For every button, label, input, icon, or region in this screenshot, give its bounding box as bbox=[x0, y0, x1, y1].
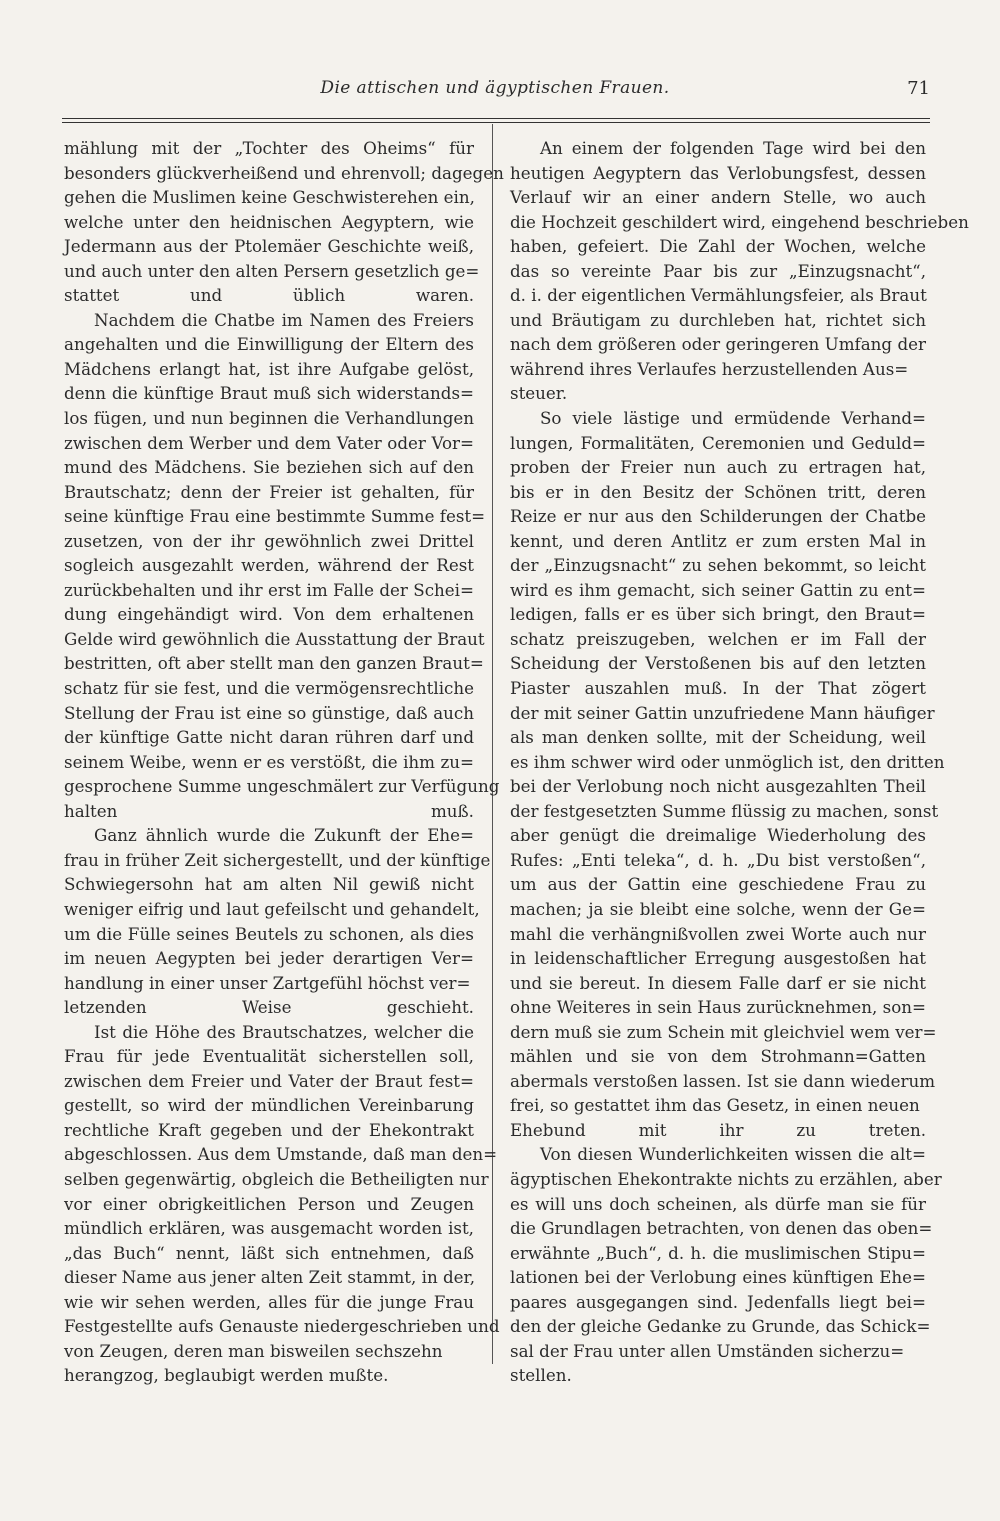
text-line: abgeschlossen. Aus dem Umstande, daß man den= bbox=[64, 1144, 498, 1165]
text-line: dung eingehändigt wird. Von dem erhaltenen bbox=[64, 604, 474, 625]
text-line: Ehebund mit ihr zu treten. bbox=[510, 1119, 926, 1140]
text-line: Nachdem die Chatbe im Namen des Freiers bbox=[94, 309, 474, 330]
text-line: welche unter den heidnischen Aegyptern, wie bbox=[64, 211, 474, 232]
text-line: als man denken sollte, mit der Scheidung, weil bbox=[510, 727, 926, 748]
text-line: An einem der folgenden Tage wird bei den bbox=[540, 138, 926, 158]
text-line: weniger eifrig und laut gefeilscht und gehandelt, bbox=[64, 898, 480, 919]
text-line: ägyptischen Ehekontrakte nichts zu erzählen, aber bbox=[510, 1168, 942, 1189]
right-column bbox=[510, 136, 969, 1388]
text-line: Schwiegersohn hat am alten Nil gewiß nicht bbox=[64, 874, 474, 895]
text-line: zwischen dem Werber und dem Vater oder Vor= bbox=[64, 432, 474, 453]
text-line: in leidenschaftlicher Erregung ausgestoßen hat bbox=[510, 948, 926, 969]
text-line: es will uns doch scheinen, als dürfe man sie für bbox=[510, 1193, 926, 1214]
text-line: dieser Name aus jener alten Zeit stammt, in der, bbox=[64, 1267, 476, 1288]
text-line: der festgesetzten Summe flüssig zu machen, sonst bbox=[510, 800, 939, 821]
text-line: gestellt, so wird der mündlichen Vereinbarung bbox=[64, 1095, 474, 1116]
text-line: im neuen Aegypten bei jeder derartigen Ver= bbox=[64, 948, 474, 969]
text-line: sal der Frau unter allen Umständen sicherzu= bbox=[510, 1340, 905, 1361]
text-line: der „Einzugsnacht“ zu sehen bekommt, so leicht bbox=[510, 555, 926, 576]
text-line: paares ausgegangen sind. Jedenfalls liegt bei= bbox=[510, 1291, 926, 1312]
text-line: Piaster auszahlen muß. In der That zögert bbox=[510, 678, 926, 699]
text-line: mund des Mädchens. Sie beziehen sich auf den bbox=[64, 457, 474, 478]
text-line: der künftige Gatte nicht daran rühren darf und bbox=[64, 727, 474, 748]
running-head-title: Die attischen und ägyptischen Frauen. bbox=[320, 78, 670, 98]
text-line: frau in früher Zeit sichergestellt, und der künftige bbox=[64, 849, 491, 870]
text-line: dern muß sie zum Schein mit gleichviel wem ver= bbox=[510, 1021, 937, 1042]
text-line: ohne Weiteres in sein Haus zurücknehmen, son= bbox=[510, 997, 926, 1018]
text-line: frei, so gestattet ihm das Gesetz, in einen neuen bbox=[510, 1095, 920, 1116]
text-line: lungen, Formalitäten, Ceremonien und Geduld= bbox=[510, 432, 926, 453]
text-line: schatz für sie fest, und die vermögensrechtliche bbox=[64, 678, 474, 699]
text-line: bestritten, oft aber stellt man den ganzen Braut= bbox=[64, 653, 484, 674]
text-line: heutigen Aegyptern das Verlobungsfest, dessen bbox=[510, 162, 926, 183]
text-line: abermals verstoßen lassen. Ist sie dann wiederum bbox=[510, 1070, 936, 1091]
text-line: aber genügt die dreimalige Wiederholung des bbox=[510, 825, 926, 846]
text-line: und Bräutigam zu durchleben hat, richtet sich bbox=[510, 309, 926, 330]
text-line: vor einer obrigkeitlichen Person und Zeugen bbox=[64, 1193, 474, 1214]
text-line: haben, gefeiert. Die Zahl der Wochen, welche bbox=[510, 236, 926, 257]
text-line: handlung in einer unser Zartgefühl höchst ver= bbox=[64, 972, 471, 993]
text-line: schatz preiszugeben, welchen er im Fall der bbox=[510, 628, 926, 649]
text-line: herangzog, beglaubigt werden mußte. bbox=[64, 1365, 389, 1386]
column-divider bbox=[492, 124, 493, 1364]
text-line: mählen und sie von dem Strohmann=Gatten bbox=[510, 1046, 926, 1067]
text-line: und sie bereut. In diesem Falle darf er sie nicht bbox=[510, 972, 926, 993]
text-line: angehalten und die Einwilligung der Eltern des bbox=[64, 334, 474, 355]
header-rule-bottom bbox=[62, 122, 930, 123]
text-line: ledigen, falls er es über sich bringt, den Braut= bbox=[510, 604, 926, 625]
left-column bbox=[64, 136, 504, 1388]
text-line: zurückbehalten und ihr erst im Falle der Schei= bbox=[64, 579, 474, 600]
text-line: und auch unter den alten Persern gesetzlich ge= bbox=[64, 260, 480, 281]
text-line: Jedermann aus der Ptolemäer Geschichte weiß, bbox=[64, 236, 474, 257]
text-line: Mädchens erlangt hat, ist ihre Aufgabe gelöst, bbox=[64, 358, 474, 379]
text-line: Ganz ähnlich wurde die Zukunft der Ehe= bbox=[94, 825, 474, 846]
text-line: Frau für jede Eventualität sicherstellen soll, bbox=[64, 1046, 474, 1067]
text-line: gehen die Muslimen keine Geschwisterehen ein, bbox=[64, 187, 475, 208]
text-line: halten muß. bbox=[64, 800, 474, 821]
text-line: „das Buch“ nennt, läßt sich entnehmen, daß bbox=[64, 1242, 474, 1263]
text-line: seinem Weibe, wenn er es verstößt, die ihm zu= bbox=[64, 751, 474, 772]
text-line: Verlauf wir an einer andern Stelle, wo auch bbox=[510, 187, 926, 208]
text-line: proben der Freier nun auch zu ertragen hat, bbox=[510, 457, 926, 478]
text-line: besonders glückverheißend und ehrenvoll; dagegen bbox=[64, 162, 504, 183]
text-line: zwischen dem Freier und Vater der Braut fest= bbox=[64, 1070, 474, 1091]
text-line: letzenden Weise geschieht. bbox=[64, 997, 474, 1018]
text-line: Scheidung der Verstoßenen bis auf den letzten bbox=[510, 653, 926, 674]
text-line: Stellung der Frau ist eine so günstige, daß auch bbox=[64, 702, 474, 723]
text-line: Festgestellte aufs Genauste niedergeschrieben und bbox=[64, 1316, 500, 1337]
text-line: steuer. bbox=[510, 383, 568, 404]
text-line: So viele lästige und ermüdende Verhand= bbox=[540, 408, 926, 429]
text-line: um aus der Gattin eine geschiedene Frau zu bbox=[510, 874, 926, 895]
text-line: wie wir sehen werden, alles für die junge Frau bbox=[64, 1291, 474, 1312]
running-head bbox=[60, 78, 930, 102]
text-line: Reize er nur aus den Schilderungen der Chatbe bbox=[510, 506, 926, 527]
text-line: bei der Verlobung noch nicht ausgezahlten Theil bbox=[510, 776, 926, 797]
text-line: los fügen, und nun beginnen die Verhandlungen bbox=[64, 408, 474, 429]
text-line: Brautschatz; denn der Freier ist gehalten, für bbox=[64, 481, 474, 502]
text-line: bis er in den Besitz der Schönen tritt, deren bbox=[510, 481, 926, 502]
text-line: von Zeugen, deren man bisweilen sechszehn bbox=[64, 1340, 443, 1361]
text-line: zusetzen, von der ihr gewöhnlich zwei Drittel bbox=[64, 530, 474, 551]
text-line: gesprochene Summe ungeschmälert zur Verfügung bbox=[64, 776, 500, 797]
text-line: das so vereinte Paar bis zur „Einzugsnacht“, bbox=[510, 260, 926, 281]
text-line: kennt, und deren Antlitz er zum ersten Mal in bbox=[510, 530, 926, 551]
text-line: der mit seiner Gattin unzufriedene Mann häufiger bbox=[510, 702, 935, 723]
text-line: seine künftige Frau eine bestimmte Summe fest= bbox=[64, 506, 486, 527]
text-line: mahl die verhängnißvollen zwei Worte auch nur bbox=[510, 923, 926, 944]
text-line: stellen. bbox=[510, 1365, 572, 1386]
page-number: 71 bbox=[907, 78, 930, 99]
text-line: die Hochzeit geschildert wird, eingehend beschrieben bbox=[510, 211, 969, 232]
text-line: rechtliche Kraft gegeben und der Ehekontrakt bbox=[64, 1119, 474, 1140]
text-line: wird es ihm gemacht, sich seiner Gattin zu ent= bbox=[510, 579, 926, 600]
text-line: machen; ja sie bleibt eine solche, wenn der Ge= bbox=[510, 898, 926, 919]
text-line: erwähnte „Buch“, d. h. die muslimischen Stipu= bbox=[510, 1242, 926, 1263]
text-line: lationen bei der Verlobung eines künftigen Ehe= bbox=[510, 1267, 926, 1288]
text-line: Ist die Höhe des Brautschatzes, welcher die bbox=[94, 1021, 474, 1042]
text-line: nach dem größeren oder geringeren Umfang der bbox=[510, 334, 926, 355]
text-line: d. i. der eigentlichen Vermählungsfeier, als Braut bbox=[510, 285, 927, 306]
text-line: es ihm schwer wird oder unmöglich ist, den dritten bbox=[510, 751, 945, 772]
text-line: während ihres Verlaufes herzustellenden Aus= bbox=[510, 358, 909, 379]
header-rule-top bbox=[62, 118, 930, 119]
text-line: mündlich erklären, was ausgemacht worden ist, bbox=[64, 1218, 474, 1239]
text-line: die Grundlagen betrachten, von denen das oben= bbox=[510, 1218, 933, 1239]
text-line: Rufes: „Enti teleka“, d. h. „Du bist verstoßen“, bbox=[510, 849, 926, 870]
text-line: Gelde wird gewöhnlich die Ausstattung der Braut bbox=[64, 628, 485, 649]
text-line: den der gleiche Gedanke zu Grunde, das Schick= bbox=[510, 1316, 931, 1337]
text-line: denn die künftige Braut muß sich widerstands= bbox=[64, 383, 474, 404]
text-line: stattet und üblich waren. bbox=[64, 285, 474, 306]
text-line: sogleich ausgezahlt werden, während der Rest bbox=[64, 555, 474, 576]
text-line: selben gegenwärtig, obgleich die Betheiligten nur bbox=[64, 1168, 489, 1189]
text-line: Von diesen Wunderlichkeiten wissen die alt= bbox=[540, 1144, 926, 1165]
text-line: um die Fülle seines Beutels zu schonen, als dies bbox=[64, 923, 474, 944]
text-line: mählung mit der „Tochter des Oheims“ für bbox=[64, 138, 474, 158]
